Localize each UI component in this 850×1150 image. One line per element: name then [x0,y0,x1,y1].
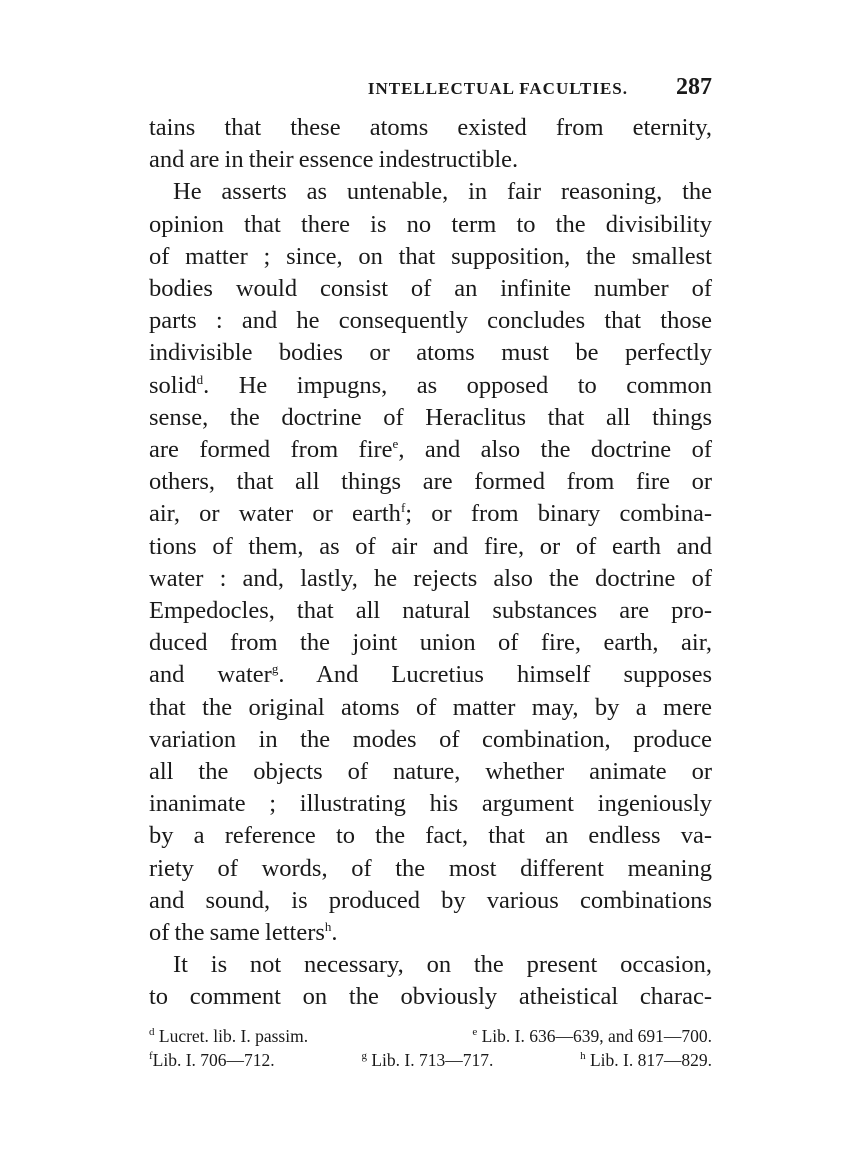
footnote-mark: f [149,1049,153,1062]
text-line: tains that these atoms existed from eternity, [149,114,712,141]
text-line: duced from the joint union of fire, earth, air, [149,629,712,657]
footnote-row [149,1048,712,1072]
running-title: INTELLECTUAL FACULTIES. [367,79,628,98]
text-line: tions of them, as of air and fire, or of earth and [149,532,712,560]
line-text: solid [149,371,197,399]
footnote-ref[interactable]: d [196,371,204,387]
footnote-ref[interactable]: g [271,661,279,677]
text-line: bodies would consist of an infinite number of [149,275,712,303]
footnote-row [149,1024,712,1048]
line-text: and water [149,661,272,689]
line-text: air, or water or earth [149,500,401,528]
line-text: . [331,919,338,947]
line-text: of the same letters [149,919,325,947]
text-line: of matter ; since, on that supposition, the smallest [149,242,712,270]
text-line: sense, the doctrine of Heraclitus that all things [149,403,712,431]
footnote-text: Lib. I. 706—712. [152,1049,275,1070]
text-line: all the objects of nature, whether animate or [149,758,712,786]
footnote-text: Lib. I. 636—639, and 691—700. [481,1025,712,1046]
body-text [149,112,712,1014]
text-line: It is not necessary, on the present occasion, [173,951,712,979]
footnote-ref[interactable]: e [392,435,399,451]
text-line: variation in the modes of combination, produce [149,725,712,753]
text-line: inanimate ; illustrating his argument ingeniously [149,790,712,818]
footnote-mark: g [361,1049,367,1062]
footnote-text: Lib. I. 713—717. [371,1049,494,1070]
running-header [149,74,712,108]
book-page [149,0,712,1092]
text-line [149,917,712,949]
footnote-h [580,1048,712,1072]
page-number: 287 [676,74,712,100]
footnote-mark: d [149,1025,155,1038]
footnotes [149,1024,712,1092]
text-line [149,498,712,530]
line-text: are formed from fire [149,436,393,464]
text-line: water : and, lastly, he rejects also the doctrine of [149,564,712,592]
text-line: parts : and he consequently concludes that those [149,307,712,335]
text-line: He asserts as untenable, in fair reasoning, the [173,178,712,206]
text-line: by a reference to the fact, that an endless va- [149,822,712,850]
text-line: indivisible bodies or atoms must be perfectly [149,339,712,367]
text-line: and sound, is produced by various combinations [149,886,712,914]
footnote-text: Lib. I. 817—829. [589,1049,712,1070]
text-line: others, that all things are formed from fire or [149,468,712,496]
line-text: . He impugns, as opposed to common [203,371,712,399]
text-line: opinion that there is no term to the divisibility [149,210,712,238]
text-line [149,659,712,691]
footnote-f [149,1048,275,1072]
footnote-g [361,1048,493,1072]
footnote-mark: e [472,1025,478,1038]
footnote-text: Lucret. lib. I. passim. [158,1025,309,1046]
text-line [149,434,712,466]
line-text: , and also the doctrine of [398,436,713,464]
line-text: ; or from binary combina- [405,500,712,528]
text-line: riety of words, of the most different meaning [149,854,712,882]
footnote-mark: h [580,1049,586,1062]
text-line: Empedocles, that all natural substances are pro- [149,597,712,625]
footnote-ref[interactable]: h [324,918,332,934]
footnote-e [472,1024,712,1048]
footnote-d [149,1024,308,1048]
footnote-ref[interactable]: f [400,500,406,516]
text-line [149,370,712,402]
text-line: that the original atoms of matter may, by a mere [149,693,712,721]
line-text: . And Lucretius himself supposes [278,661,712,689]
text-line: and are in their essence indestructible. [149,146,519,174]
text-line: to comment on the obviously atheistical charac- [149,983,712,1011]
